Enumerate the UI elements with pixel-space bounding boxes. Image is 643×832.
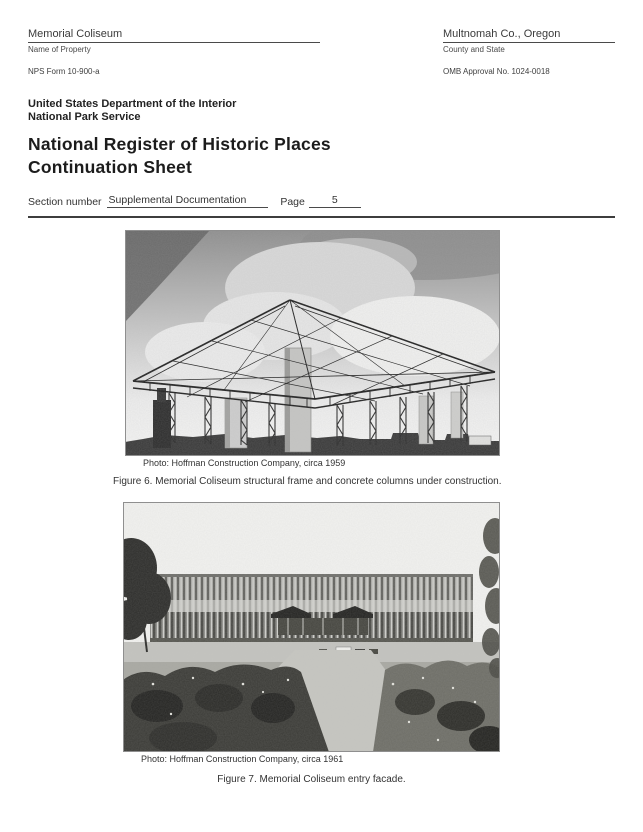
property-name: Memorial Coliseum: [28, 28, 320, 43]
agency-line-1: United States Department of the Interior: [28, 98, 237, 110]
document-title: [28, 133, 615, 179]
property-name-block: [28, 28, 320, 54]
property-name-label: Name of Property: [28, 45, 91, 54]
page-label: Page: [280, 196, 305, 208]
section-number-label: Section number: [28, 196, 102, 208]
document-title-line-2: Continuation Sheet: [28, 157, 193, 177]
form-header: [28, 28, 615, 54]
agency-block: [28, 98, 615, 124]
county-state-label: County and State: [443, 45, 505, 54]
figure-7-photo-credit: Photo: Hoffman Construction Company, circa 1961: [141, 754, 344, 764]
figure-6-photo-credit: Photo: Hoffman Construction Company, circa 1959: [143, 458, 346, 468]
figure-6-block: [125, 230, 500, 469]
document-title-line-1: National Register of Historic Places: [28, 134, 331, 154]
figure-7-block: [123, 502, 500, 765]
header-divider-rule: [28, 216, 615, 218]
entry-facade-photo: [123, 502, 500, 752]
figure-6-caption: Figure 6. Memorial Coliseum structural frame and concrete columns under construction.: [113, 476, 502, 487]
nps-form-number: NPS Form 10-900-a: [28, 67, 100, 76]
section-number-value: Supplemental Documentation: [107, 194, 269, 208]
section-number-line: [28, 194, 615, 208]
figure-7-caption: Figure 7. Memorial Coliseum entry facade.: [217, 774, 406, 785]
agency-line-2: National Park Service: [28, 111, 141, 123]
structural-frame-construction-photo: [125, 230, 500, 456]
page-number-value: 5: [309, 194, 361, 208]
county-state-block: [443, 28, 615, 54]
county-state: Multnomah Co., Oregon: [443, 28, 615, 43]
omb-approval-number: OMB Approval No. 1024-0018: [443, 67, 550, 76]
form-number-row: [28, 67, 615, 76]
